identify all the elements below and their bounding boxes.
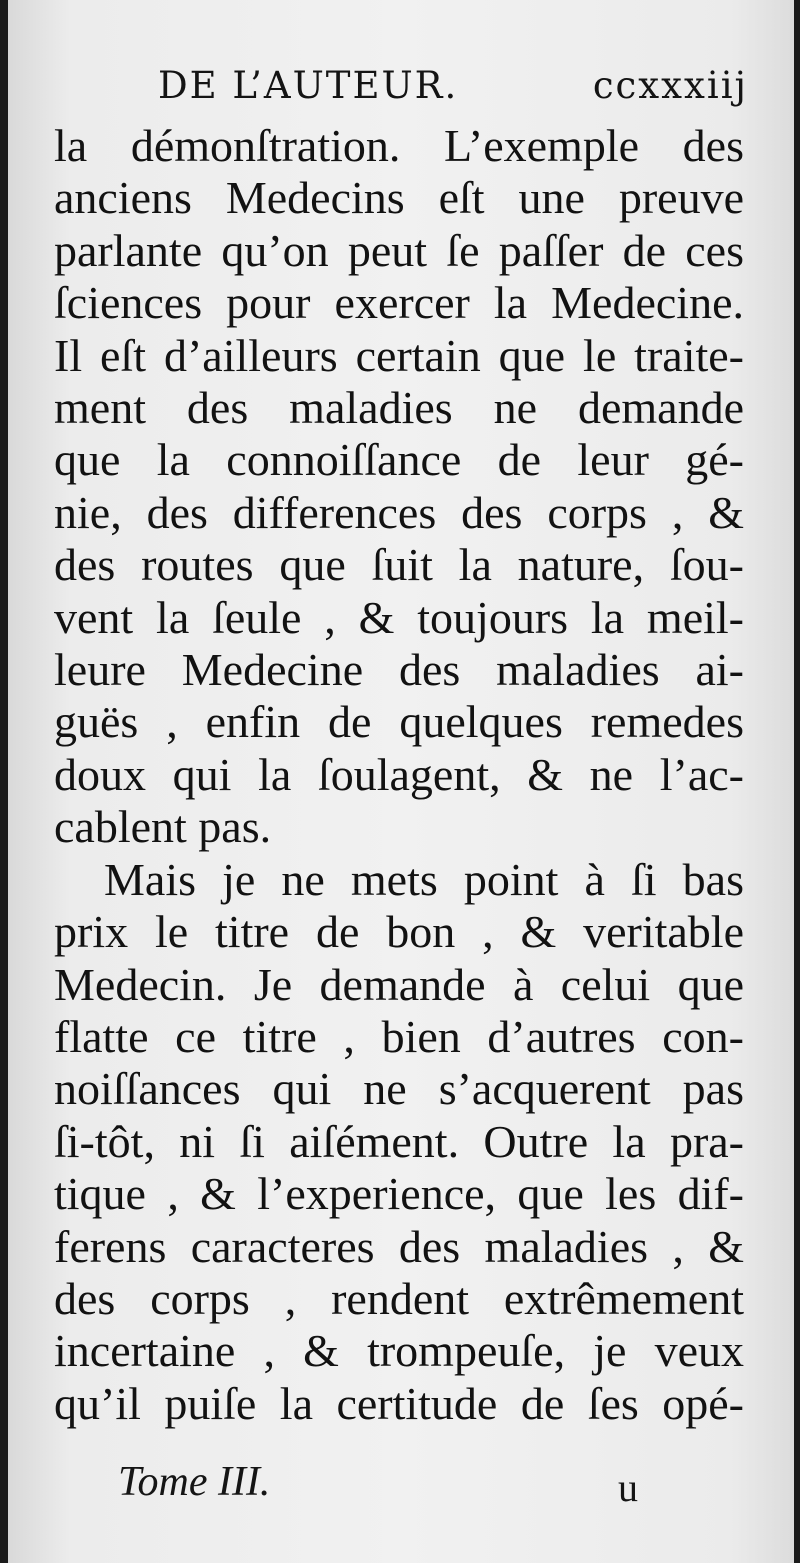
text-line: leure Medecine des maladies ai- — [54, 644, 744, 696]
text-line: noiſſances qui ne s’acquerent pas — [54, 1063, 744, 1115]
text-line: Medecin. Je demande à celui que — [54, 958, 744, 1010]
text-line: qu’il puiſe la certitude de ſes opé- — [54, 1377, 744, 1429]
text-line: ment des maladies ne demande — [54, 382, 744, 434]
text-line: cablent pas. — [54, 801, 272, 853]
text-line: ſi-tôt, ni ſi aiſément. Outre la pra- — [54, 1115, 744, 1167]
book-page — [8, 0, 794, 1563]
text-line: doux qui la ſoulagent, & ne l’ac- — [54, 748, 744, 800]
text-line: flatte ce titre , bien d’autres con- — [54, 1010, 744, 1062]
text-line: des routes que ſuit la nature, ſou- — [54, 539, 744, 591]
text-line: guës , enfin de quelques remedes — [54, 696, 744, 748]
volume-label: Tome III. — [118, 1459, 271, 1505]
signature-mark: u — [618, 1465, 638, 1510]
text-line: ferens caracteres des maladies , & — [54, 1220, 744, 1272]
text-line: parlante qu’on peut ſe paſſer de ces — [54, 224, 744, 276]
body-text — [54, 120, 744, 1430]
page-footer — [118, 1458, 638, 1518]
text-line: la démonſtration. L’exemple des — [54, 120, 744, 171]
text-line: Il eſt d’ailleurs certain que le traite- — [54, 329, 744, 381]
text-line: des corps , rendent extrêmement — [54, 1272, 744, 1324]
text-line: vent la ſeule , & toujours la meil- — [54, 591, 744, 643]
text-line: nie, des differences des corps , & — [54, 486, 744, 538]
text-line: tique , & l’experience, que les dif- — [54, 1168, 744, 1220]
text-line: incertaine , & trompeuſe, je veux — [54, 1325, 744, 1377]
running-title: DE L’AUTEUR. — [158, 64, 459, 107]
page-header — [158, 64, 748, 124]
text-line: ſciences pour exercer la Medecine. — [54, 277, 744, 329]
text-line: anciens Medecins eſt une preuve — [54, 172, 744, 224]
text-line: prix le titre de bon , & veritable — [54, 906, 744, 958]
text-line: Mais je ne mets point à ſi bas — [104, 853, 744, 905]
text-line: que la connoiſſance de leur gé- — [54, 434, 744, 486]
page-number: ccxxxiij — [592, 64, 748, 107]
